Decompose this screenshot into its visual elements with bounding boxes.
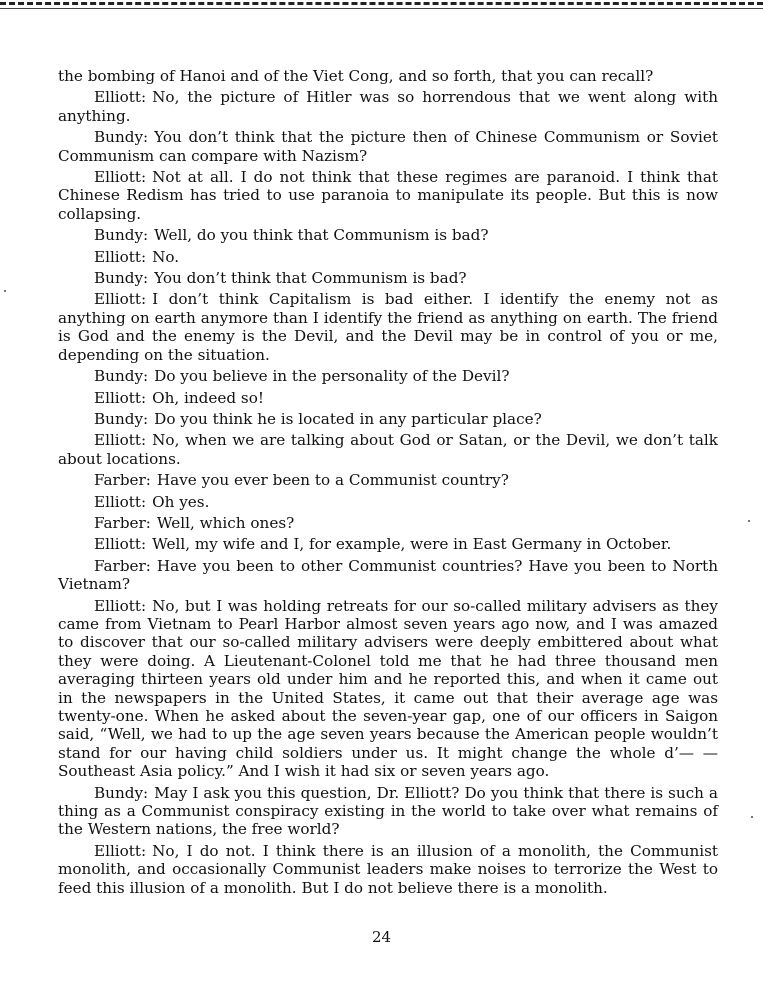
dialogue-paragraph: [58, 471, 718, 489]
top-rule: [0, 8, 763, 9]
speaker-label: Farber:: [94, 471, 151, 490]
dialogue-paragraph: [58, 493, 718, 511]
speech-text: Well, do you think that Communism is bad?: [154, 226, 489, 245]
speaker-label: Farber:: [94, 556, 151, 575]
dialogue-paragraph: [58, 557, 718, 594]
dialogue-paragraph: [58, 410, 718, 428]
speech-text: No, I do not. I think there is an illusion of a monolith, the Communist monolith, and occasionally Communist leaders make noises to terrorize the West to feed this illusion of a monolith. But I do not believe there is a monolith.: [58, 841, 718, 897]
dialogue-paragraph: [58, 389, 718, 407]
speech-text: No, when we are talking about God or Satan, or the Devil, we don’t talk about locations.: [58, 431, 718, 468]
dialogue-paragraph: [58, 128, 718, 165]
speech-text: I don’t think Capitalism is bad either. I identify the enemy not as anything on earth anymore than I identify the friend as anything on earth. The friend is God and the enemy is the Devil, and the Devil may be in control of you or me, depending on the situation.: [58, 290, 718, 364]
scan-mark: [751, 816, 753, 818]
page-number: 24: [371, 928, 392, 946]
speaker-label: Elliott:: [94, 247, 147, 266]
speech-text: Well, my wife and I, for example, were in East Germany in October.: [152, 535, 672, 554]
speech-text: Have you been to other Communist countries? Have you been to North Vietnam?: [58, 556, 718, 594]
speaker-label: Elliott:: [94, 492, 147, 511]
exchange-list: [58, 88, 718, 897]
dialogue-paragraph: [58, 784, 718, 839]
speaker-label: Bundy:: [94, 367, 149, 386]
speaker-label: Bundy:: [94, 409, 149, 428]
speaker-label: Bundy:: [94, 226, 149, 245]
speech-text: Well, which ones?: [156, 513, 295, 532]
dialogue-paragraph: [58, 367, 718, 385]
scan-mark: [4, 290, 6, 292]
speech-text: Oh, indeed so!: [152, 388, 264, 407]
dialogue-paragraph: [58, 597, 718, 781]
speech-text: May I ask you this question, Dr. Elliott? Do you think that there is such a thing as a Communist conspiracy existing in the world to take over what remains of the Western nations, the free world?: [58, 783, 718, 839]
speech-text: No, but I was holding retreats for our so-called military advisers as they came from Vietnam to Pearl Harbor almost seven years ago now, and I was amazed to discover that our so-called military advisers were deeply embittered about what they were doing. A Lieutenant-Colonel told me that he had three thousand men averaging thirteen years old under him and he reported this, and when it came out in the newspapers in the United States, it came out that their average age was twenty-one. When he asked about the seven-year gap, one of our officers in Saigon said, “Well, we had to up the age seven years because the American people wouldn’t stand for our having child soldiers under us. It might change the whole d’— — Southeast Asia policy.” And I wish it had six or seven years ago.: [58, 596, 718, 781]
speech-text: Not at all. I do not think that these regimes are paranoid. I think that Chinese Redism has tried to use paranoia to manipulate its people. But this is now collapsing.: [58, 168, 718, 223]
dialogue-paragraph: [58, 431, 718, 468]
dialogue-paragraph: [58, 514, 718, 532]
dialogue-paragraph: [58, 269, 718, 287]
speaker-label: Elliott:: [94, 168, 147, 187]
speech-text: Do you think he is located in any particular place?: [154, 409, 542, 428]
speech-text: You don’t think that the picture then of Chinese Communism or Soviet Communism can compare with Nazism?: [58, 128, 718, 165]
speech-text: Have you ever been to a Communist country?: [156, 471, 509, 490]
speech-text: No, the picture of Hitler was so horrendous that we went along with anything.: [58, 88, 718, 125]
speaker-label: Bundy:: [94, 128, 149, 147]
dialogue-paragraph: [58, 226, 718, 244]
speaker-label: Elliott:: [94, 290, 147, 309]
speaker-label: Bundy:: [94, 269, 149, 288]
dialogue-paragraph: [58, 290, 718, 364]
speech-text: Do you believe in the personality of the Devil?: [154, 367, 510, 386]
dialogue-paragraph: [58, 535, 718, 553]
speaker-label: Farber:: [94, 513, 151, 532]
dialogue-paragraph: [58, 842, 718, 897]
speaker-label: Elliott:: [94, 596, 147, 615]
speech-text: No.: [152, 247, 180, 266]
dialogue-paragraph: [58, 168, 718, 223]
speaker-label: Elliott:: [94, 88, 147, 107]
speaker-label: Elliott:: [94, 388, 147, 407]
speaker-label: Elliott:: [94, 841, 147, 860]
transcript-body: [58, 67, 718, 900]
dialogue-paragraph: [58, 88, 718, 125]
continuation-paragraph: the bombing of Hanoi and of the Viet Cong, and so forth, that you can recall?: [58, 67, 654, 85]
dialogue-paragraph: [58, 248, 718, 266]
top-page-border: [0, 2, 763, 5]
speaker-label: Elliott:: [94, 535, 147, 554]
scan-mark: [748, 520, 750, 522]
speech-text: You don’t think that Communism is bad?: [154, 269, 467, 288]
speaker-label: Bundy:: [94, 783, 149, 802]
speech-text: Oh yes.: [152, 492, 210, 511]
speaker-label: Elliott:: [94, 431, 147, 450]
